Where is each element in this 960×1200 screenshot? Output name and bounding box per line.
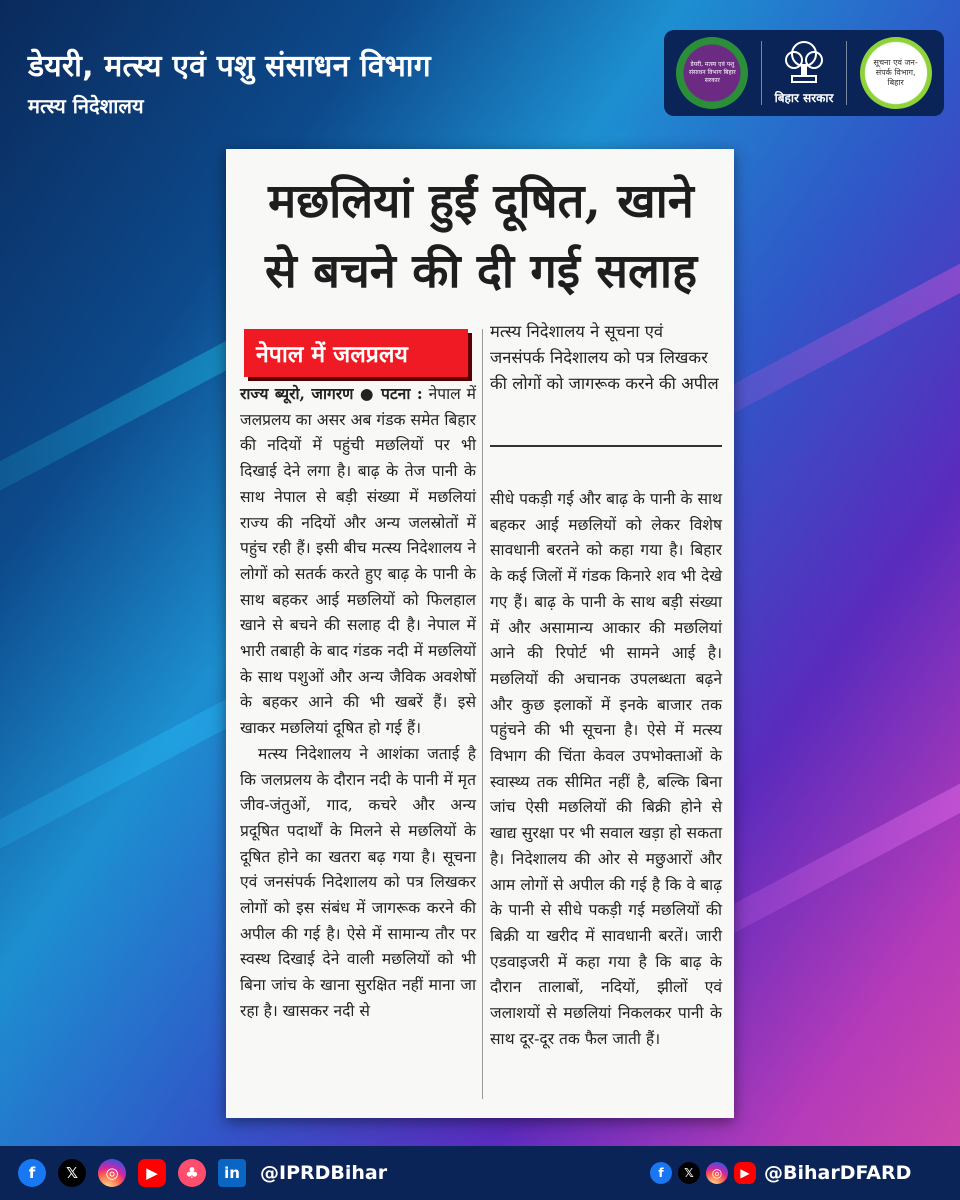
department-title: डेयरी, मत्स्य एवं पशु संसाधन विभाग [28, 49, 431, 84]
headline-line-1: मछलियां हुईं दूषित, खाने [268, 174, 694, 229]
logo-divider [761, 41, 762, 105]
dfard-social-links [650, 1146, 911, 1200]
facebook-icon[interactable]: f [650, 1162, 672, 1184]
bihar-government-label: बिहार सरकार [774, 91, 834, 105]
iprd-social-links [18, 1146, 387, 1200]
x-icon[interactable]: 𝕏 [58, 1159, 86, 1187]
paragraph-1: नेपाल में जलप्रलय का असर अब गंडक समेत बिहार की नदियों में पहुंची मछलियों पर भी दिखाई देने लगा है। बाढ़ के तेज पानी के साथ नेपाल से बड़ी संख्या में मछलियां राज्य की नदियों और अन्य जलस्रोतों में पहुंच रही हैं। इसी बीच मत्स्य निदेशालय ने लोगों को सतर्क करते हुए बाढ़ के पानी के साथ बहकर आई मछलियों को फिलहाल खाने से बचने की सलाह दी है। नेपाल में भारी तबाही के बाद गंडक नदी में मछलियों के साथ पशुओं और अन्य जैविक अवशेषों के बहकर आने की भी खबरें हैं। इसे खाकर मछलियां दूषित हो गई हैं। [240, 385, 477, 738]
directorate-subtitle: मत्स्य निदेशालय [28, 94, 144, 118]
deck-rule [490, 445, 722, 447]
dateline: राज्य ब्यूरो, जागरण ● पटना : [240, 384, 423, 403]
department-logo-text: डेयरी, मत्स्य एवं पशु संसाधन विभाग बिहार सरकार [688, 61, 736, 84]
paragraph-3: सीधे पकड़ी गई और बाढ़ के पानी के साथ बहकर आई मछलियों को लेकर विशेष सावधानी बरतने को कहा गया है। बिहार के कई जिलों में गंडक किनारे शव भी देखे गए हैं। बाढ़ के पानी के साथ बड़ी संख्या में और असामान्य आकार की मछलियां आने की रिपोर्ट भी सामने आई है। मछलियों की अचानक उपलब्धता बढ़ने और कुछ इलाकों में इनके बाजार तक पहुंचने की भी सूचना है। ऐसे में मत्स्य विभाग की चिंता केवल उपभोक्ताओं के स्वास्थ्य तक सीमित नहीं है, बल्कि बिना जांच ऐसी मछलियों की बिक्री होने से खाद्य सुरक्षा पर भी सवाल खड़ा हो सकता है। निदेशालय की ओर से मछुआरों और आम लोगों से अपील की गई है कि वे बाढ़ के पानी से सीधे पकड़ी गई मछलियों की बिक्री या खरीद में सावधानी बरतें। जारी एडवाइजरी में कहा गया है कि बाढ़ के दौरान तालाबों, नदियों, झीलों एवं जलाशयों से मछलियां निकलकर पानी के साथ दूर-दूर तक फैल जाती हैं। [490, 490, 722, 1048]
kicker-label: नेपाल में जलप्रलय [256, 342, 408, 368]
logo-strip [664, 30, 944, 116]
bihar-government-logo [775, 40, 834, 106]
department-logo [676, 37, 748, 109]
youtube-icon[interactable]: ▶ [138, 1159, 166, 1187]
ipr-department-logo [860, 37, 932, 109]
article-column-right [490, 487, 722, 1052]
bodhi-tree-icon [778, 40, 830, 86]
logo-divider [846, 41, 847, 105]
paragraph-2: मत्स्य निदेशालय ने आशंका जताई है कि जलप्रलय के दौरान नदी के पानी में मृत जीव-जंतुओं, गाद, कचरे और अन्य प्रदूषित पदार्थों के मिलने से मछलियों के दूषित होने का खतरा बढ़ गया है। सूचना एवं जनसंपर्क निदेशालय को पत्र लिखकर लोगों को इस संबंध में जागरूक करने की अपील की गई है। ऐसे में सामान्य तौर पर स्वस्थ दिखाई देने वाली मछलियों को भी बिना जांच के खाना सुरक्षित नहीं माना जा रहा है। खासकर नदी से [240, 744, 476, 1020]
kicker-banner [244, 329, 468, 377]
instagram-icon[interactable]: ◎ [706, 1162, 728, 1184]
facebook-icon[interactable]: f [18, 1159, 46, 1187]
x-icon[interactable]: 𝕏 [678, 1162, 700, 1184]
article-column-left [240, 381, 476, 1025]
footer-bar [0, 1146, 960, 1200]
ipr-logo-text: सूचना एवं जन-संपर्क विभाग, बिहार [873, 58, 918, 87]
newspaper-clipping [226, 149, 734, 1118]
youtube-icon[interactable]: ▶ [734, 1162, 756, 1184]
koo-icon[interactable]: ♣ [178, 1159, 206, 1187]
iprd-handle[interactable]: @IPRDBihar [260, 1162, 388, 1184]
headline-line-2: से बचने की दी गई सलाह [264, 244, 698, 299]
dfard-handle[interactable]: @BiharDFARD [764, 1162, 912, 1184]
article-headline [240, 167, 722, 307]
instagram-icon[interactable]: ◎ [98, 1159, 126, 1187]
linkedin-icon[interactable]: in [218, 1159, 246, 1187]
article-deck: मत्स्य निदेशालय ने सूचना एवं जनसंपर्क निदेशालय को पत्र लिखकर की लोगों को जागरूक करने की अपील [490, 322, 719, 393]
column-divider [482, 329, 483, 1099]
